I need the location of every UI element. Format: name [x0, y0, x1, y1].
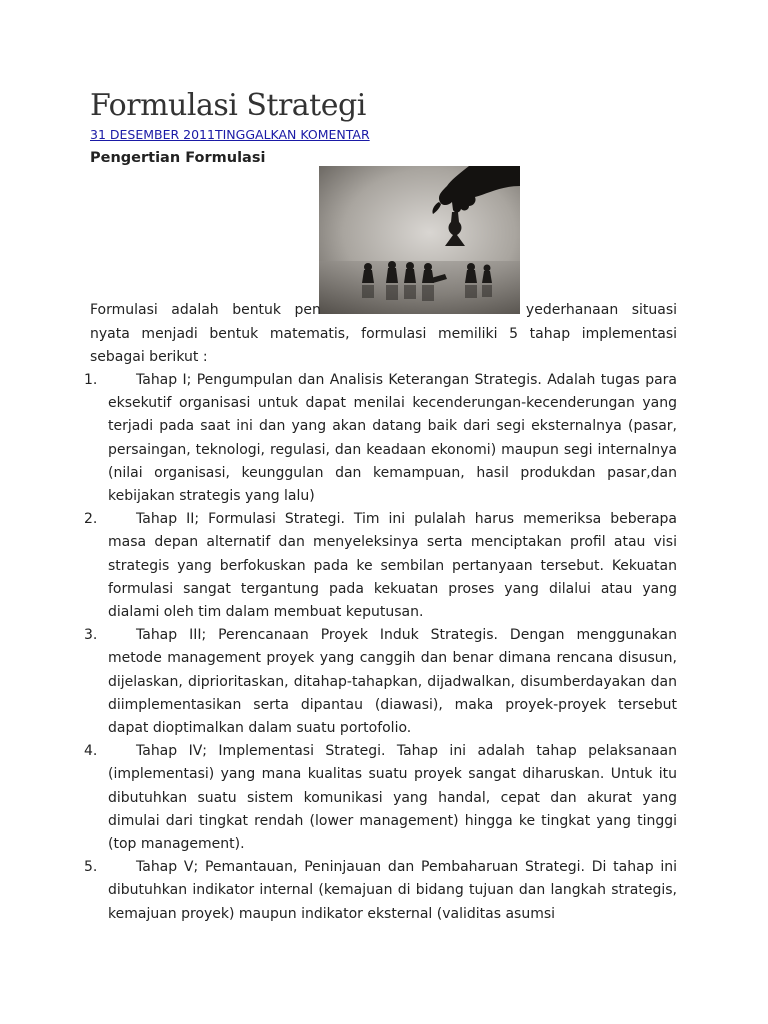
list-item [80, 369, 677, 508]
intro-text-start: Formulasi adalah bentuk pen [90, 302, 321, 318]
chess-hand-image [319, 166, 520, 314]
steps-list [80, 369, 677, 926]
list-item [80, 740, 677, 856]
item-text: Tahap II; Formulasi Strategi. Tim ini pulalah harus memeriksa beberapa masa depan alternatif dan menyeleksinya serta menciptakan profil atau visi strategis yang berfokuskan pada ke sembilan pertanyaan tersebut. Kekuatan formulasi sangat tergantung pada kekuatan proses yang dilalui atau yang dialami oleh tim dalam membuat keputusan. [108, 511, 677, 621]
date-link[interactable]: 31 DESEMBER 2011 [90, 127, 215, 142]
item-number: 4. [84, 743, 98, 760]
post-meta [90, 127, 370, 142]
section-heading: Pengertian Formulasi [90, 150, 266, 166]
intro-paragraph [90, 299, 677, 370]
item-text: Tahap I; Pengumpulan dan Analisis Keterangan Strategis. Adalah tugas para eksekutif organisasi untuk dapat menilai kecenderungan-kecenderungan yang terjadi pada saat ini dan yang akan datang baik dari segi eksternalnya (pasar, persaingan, teknologi, regulasi, dan keadaan ekonomi) maupun segi internalnya (nilai organisasi, keunggulan dan kemampuan, hasil produkdan pasar,dan kebijakan strategis yang lalu) [108, 372, 677, 505]
item-number: 5. [84, 859, 98, 876]
list-item [80, 624, 677, 740]
item-number: 1. [84, 372, 98, 388]
intro-text-end: yederhanaan situasi nyata menjadi bentuk matematis, formulasi memiliki 5 tahap implementasi sebagai berikut : [90, 302, 677, 365]
list-item [80, 856, 677, 926]
item-text: Tahap III; Perencanaan Proyek Induk Strategis. Dengan menggunakan metode management proyek yang canggih dan benar dimana rencana disusun, dijelaskan, diprioritaskan, ditahap-tahapkan, dijadwalkan, disumberdayakan dan diimplementasikan serta dipantau (diawasi), maka proyek-proyek tersebut dapat dioptimalkan dalam suatu portofolio. [108, 627, 677, 737]
list-item [80, 508, 677, 624]
item-text: Tahap IV; Implementasi Strategi. Tahap ini adalah tahap pelaksanaan (implementasi) yang mana kualitas suatu proyek sangat diharuskan. Untuk itu dibutuhkan suatu sistem komunikasi yang handal, cepat dan akurat yang dimulai dari tingkat rendah (lower management) hingga ke tingkat yang tinggi (top management). [108, 743, 677, 853]
item-text: Tahap V; Pemantauan, Peninjauan dan Pembaharuan Strategi. Di tahap ini dibutuhkan indikator internal (kemajuan di bidang tujuan dan langkah strategis, kemajuan proyek) maupun indikator eksternal (validitas asumsi [108, 859, 677, 922]
article-title: Formulasi Strategi [90, 88, 366, 123]
item-number: 2. [84, 511, 98, 528]
leave-comment-link[interactable]: TINGGALKAN KOMENTAR [214, 127, 370, 142]
item-number: 3. [84, 627, 98, 644]
